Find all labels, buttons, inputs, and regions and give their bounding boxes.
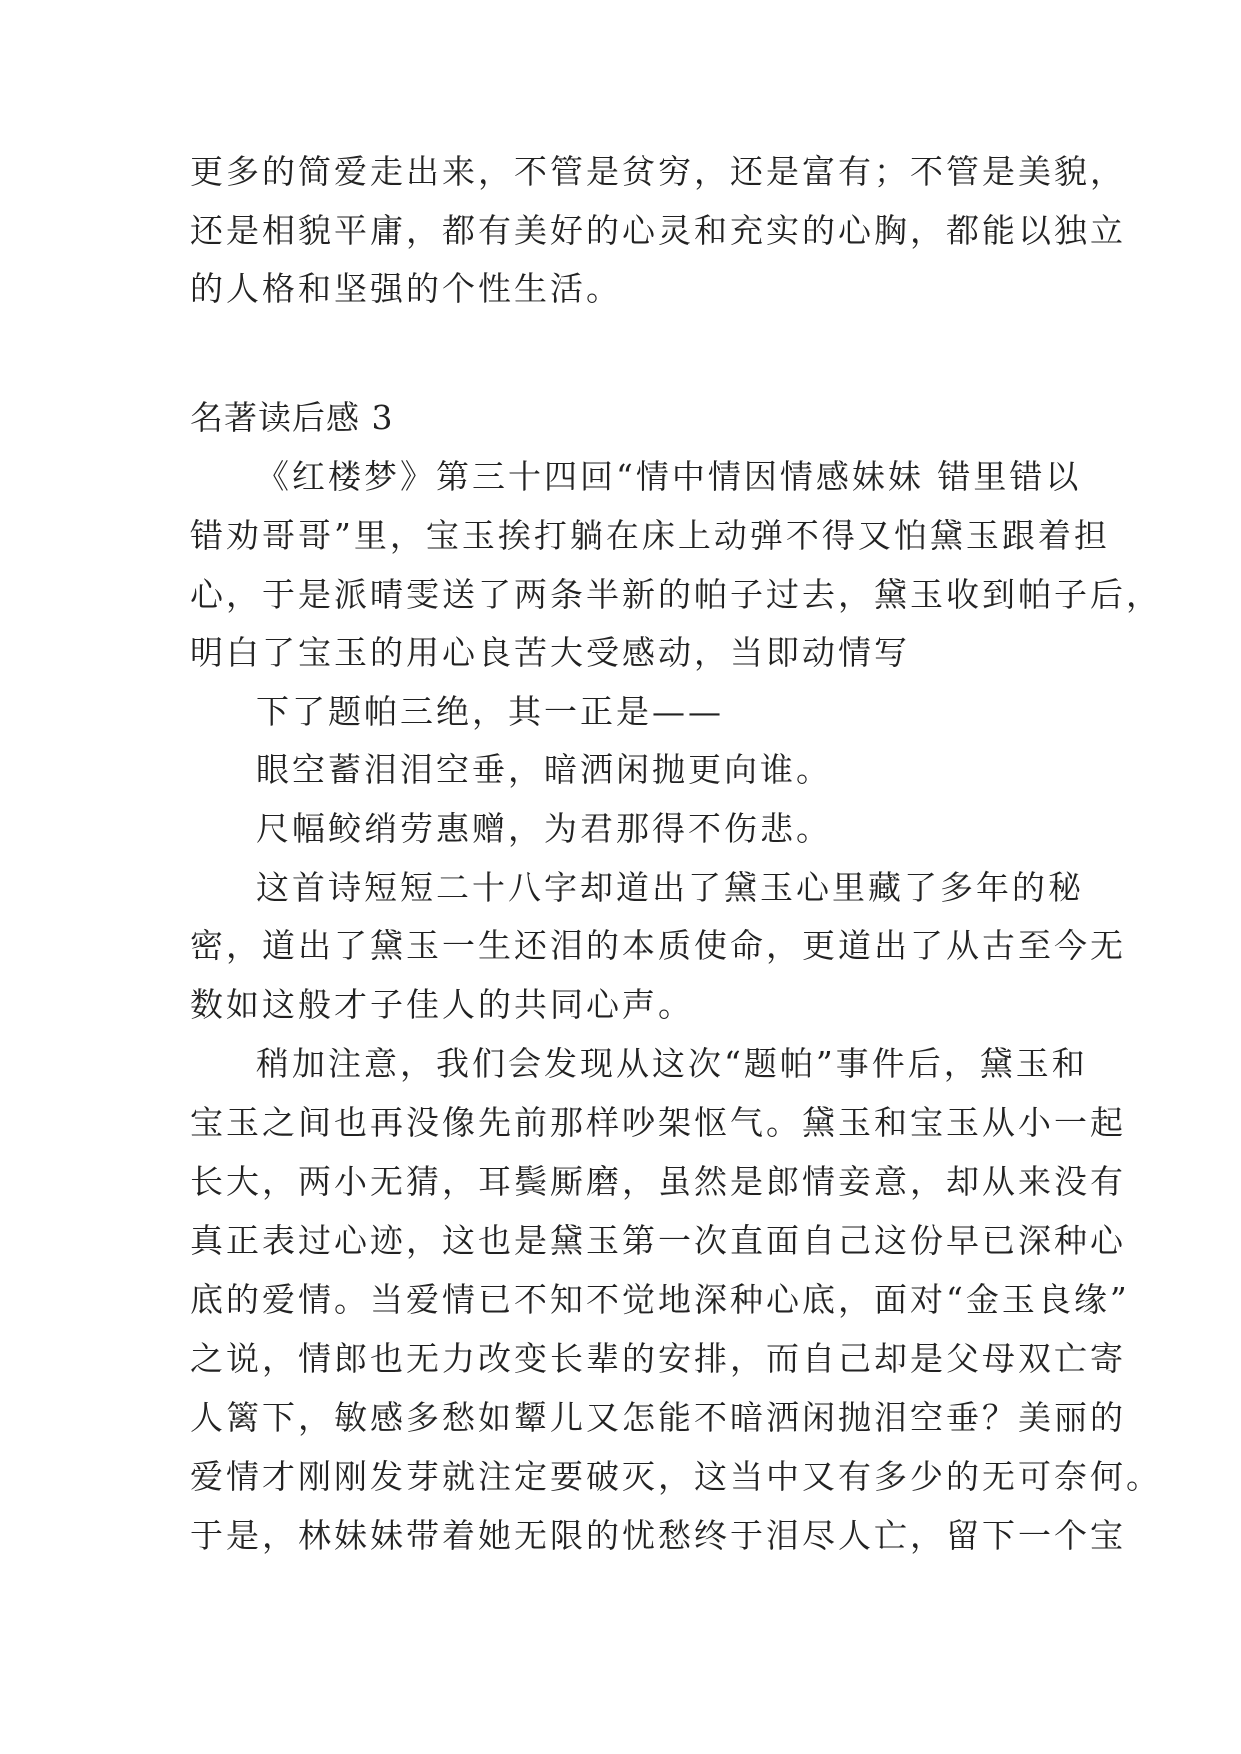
paragraph3-line-8: 爱情才刚刚发芽就注定要破灭，这当中又有多少的无可奈何。: [190, 1457, 1162, 1496]
paragraph3-line-9: 于是，林妹妹带着她无限的忧愁终于泪尽人亡，留下一个宝: [190, 1516, 1126, 1555]
paragraph3-line-7: 人篱下，敏感多愁如颦儿又怎能不暗洒闲抛泪空垂？美丽的: [190, 1398, 1126, 1437]
paragraph3-line-2: 宝玉之间也再没像先前那样吵架怄气。黛玉和宝玉从小一起: [190, 1103, 1126, 1142]
poem-line-1: 下了题帕三绝，其一正是——: [256, 692, 724, 731]
paragraph1-line-4: 明白了宝玉的用心良苦大受感动，当即动情写: [190, 633, 910, 672]
paragraph2-line-1: 这首诗短短二十八字却道出了黛玉心里藏了多年的秘: [256, 868, 1084, 907]
paragraph1-line-2: 错劝哥哥”里，宝玉挨打躺在床上动弹不得又怕黛玉跟着担: [190, 516, 1110, 555]
intro-line-3: 的人格和坚强的个性生活。: [190, 269, 622, 308]
paragraph3-line-1: 稍加注意，我们会发现从这次“题帕”事件后，黛玉和: [256, 1044, 1088, 1083]
poem-line-3: 尺幅鲛绡劳惠赠，为君那得不伤悲。: [256, 809, 832, 848]
paragraph3-line-5: 底的爱情。当爱情已不知不觉地深种心底，面对“金玉良缘”: [190, 1280, 1130, 1319]
paragraph1-line-1: 《红楼梦》第三十四回“情中情因情感妹妹 错里错以: [256, 457, 1082, 496]
paragraph3-line-4: 真正表过心迹，这也是黛玉第一次直面自己这份早已深种心: [190, 1221, 1126, 1260]
paragraph3-line-3: 长大，两小无猜，耳鬓厮磨，虽然是郎情妾意，却从来没有: [190, 1162, 1126, 1201]
paragraph2-line-3: 数如这般才子佳人的共同心声。: [190, 985, 694, 1024]
paragraph3-line-6: 之说，情郎也无力改变长辈的安排，而自己却是父母双亡寄: [190, 1339, 1126, 1378]
poem-line-2: 眼空蓄泪泪空垂，暗洒闲抛更向谁。: [256, 750, 832, 789]
intro-line-1: 更多的简爱走出来，不管是贫穷，还是富有；不管是美貌，: [190, 152, 1126, 191]
paragraph2-line-2: 密，道出了黛玉一生还泪的本质使命，更道出了从古至今无: [190, 926, 1126, 965]
paragraph1-line-3: 心，于是派晴雯送了两条半新的帕子过去，黛玉收到帕子后，: [190, 575, 1162, 614]
section-heading: 名著读后感 3: [190, 398, 394, 437]
intro-line-2: 还是相貌平庸，都有美好的心灵和充实的心胸，都能以独立: [190, 211, 1126, 250]
